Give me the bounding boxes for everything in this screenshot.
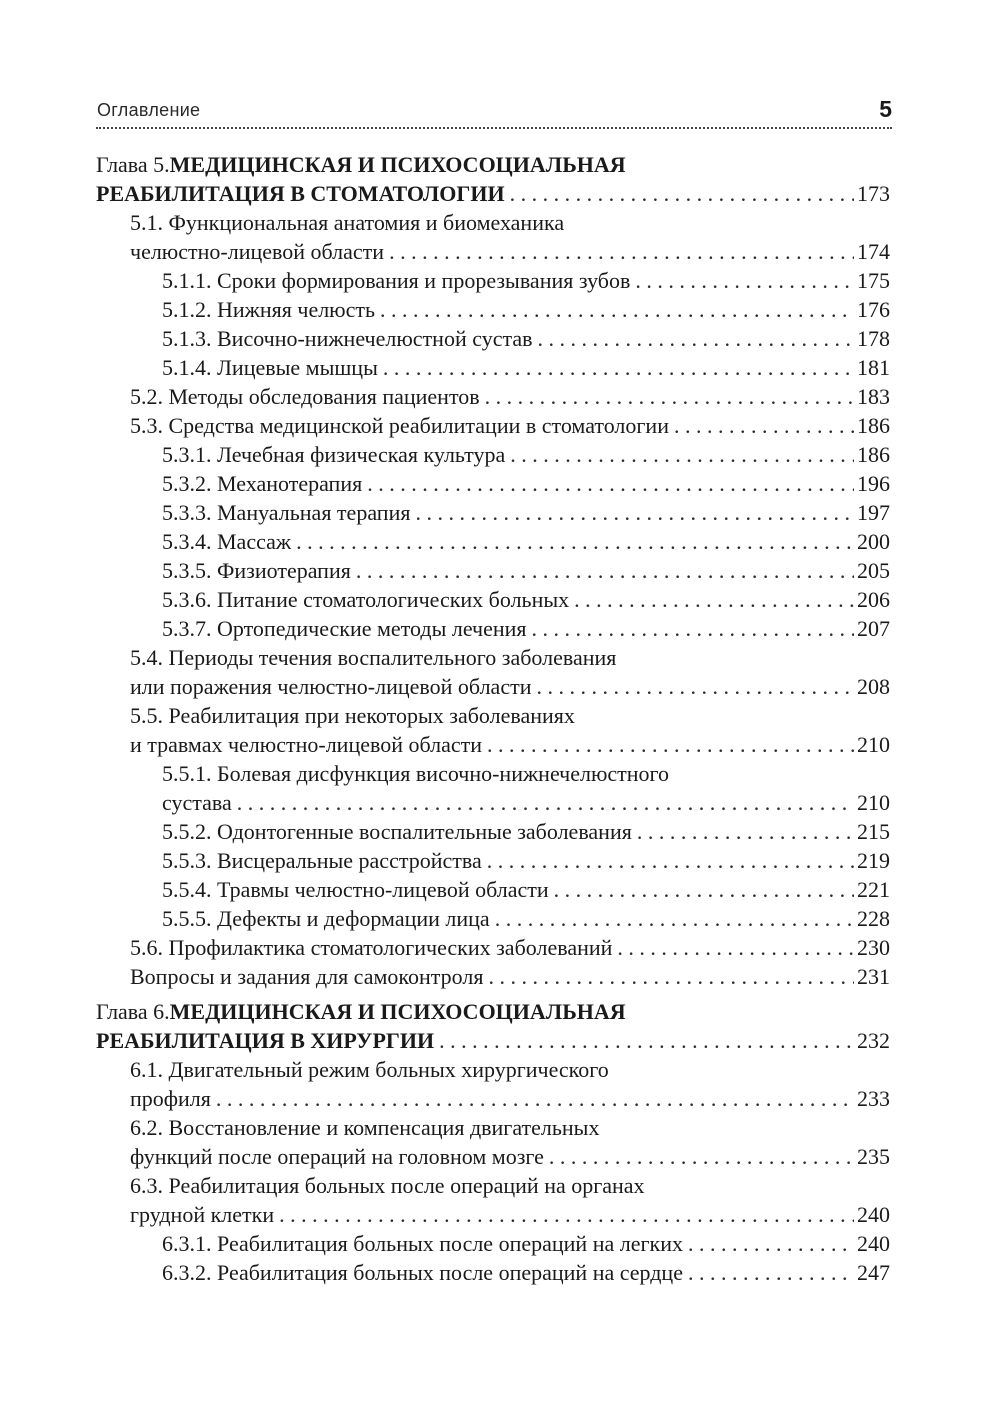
entry-page: 183 [857, 384, 890, 409]
entry-page: 197 [857, 500, 890, 525]
toc-entry[interactable] [96, 585, 890, 614]
dot-leader [291, 527, 854, 556]
entry-page: 221 [857, 877, 890, 902]
chapter-heading-cont[interactable] [96, 1026, 890, 1055]
entry-page: 186 [857, 442, 890, 467]
entry-title: 5.4. Периоды течения воспалительного заболевания [130, 645, 617, 670]
entry-title: 5.1.1. Сроки формирования и прорезывания зубов [162, 268, 631, 293]
toc-entry[interactable] [96, 1113, 890, 1142]
running-title: Оглавление [97, 100, 201, 120]
entry-page: 206 [857, 587, 890, 612]
entry-page: 207 [857, 616, 890, 641]
entry-page: 210 [857, 732, 890, 757]
dot-leader [483, 962, 854, 991]
chapter-page: 232 [857, 1028, 890, 1053]
chapter-title: МЕДИЦИНСКАЯ И ПСИХОСОЦИАЛЬНАЯ [169, 152, 626, 177]
entry-page: 175 [857, 268, 890, 293]
toc-entry[interactable] [96, 353, 890, 382]
dot-leader [527, 614, 854, 643]
toc-entry[interactable] [96, 1171, 890, 1200]
dot-leader [410, 498, 854, 527]
toc-entry[interactable] [96, 498, 890, 527]
entry-title: 5.5.5. Дефекты и деформации лица [162, 906, 490, 931]
dot-leader [384, 237, 854, 266]
entry-title: 5.3. Средства медицинской реабилитации в стоматологии [130, 413, 669, 438]
dot-leader [505, 179, 854, 208]
entry-title: 6.3.1. Реабилитация больных после операций на легких [162, 1231, 683, 1256]
toc-entry[interactable] [96, 208, 890, 237]
entry-page: 247 [857, 1260, 890, 1285]
dot-leader [505, 440, 854, 469]
toc-entry[interactable] [96, 904, 890, 933]
chapter-heading[interactable] [96, 997, 890, 1026]
dot-leader [211, 1084, 854, 1113]
entry-title: 5.3.2. Механотерапия [162, 471, 363, 496]
entry-title: 5.1.3. Височно-нижнечелюстной сустав [162, 326, 533, 351]
entry-page: 186 [857, 413, 890, 438]
entry-title: 5.3.1. Лечебная физическая культура [162, 442, 506, 467]
entry-page: 235 [857, 1144, 890, 1169]
entry-title: 5.6. Профилактика стоматологических заболеваний [130, 935, 613, 960]
toc-entry[interactable] [96, 382, 890, 411]
toc-entry-cont[interactable] [96, 730, 890, 759]
toc-entry[interactable] [96, 527, 890, 556]
toc-entry[interactable] [96, 1229, 890, 1258]
chapter-prefix: Глава 5. [96, 152, 170, 177]
chapter-heading[interactable] [96, 150, 890, 179]
entry-title: 5.1. Функциональная анатомия и биомеханика [130, 210, 565, 235]
dot-leader [669, 411, 854, 440]
chapter-prefix: Глава 6. [96, 999, 170, 1024]
toc-entry[interactable] [96, 1258, 890, 1287]
chapter-title: МЕДИЦИНСКАЯ И ПСИХОСОЦИАЛЬНАЯ [169, 999, 626, 1024]
dot-leader [232, 788, 854, 817]
entry-title-cont: грудной клетки [130, 1202, 275, 1227]
entry-title: 6.2. Восстановление и компенсация двигательных [130, 1115, 600, 1140]
entry-title: 6.3. Реабилитация больных после операций на органах [130, 1173, 645, 1198]
toc-entry[interactable] [96, 614, 890, 643]
toc-entry[interactable] [96, 759, 890, 788]
toc-entry[interactable] [96, 556, 890, 585]
entry-title: 5.3.4. Массаж [162, 529, 292, 554]
toc-entry[interactable] [96, 324, 890, 353]
entry-page: 210 [857, 790, 890, 815]
entry-title: 5.1.2. Нижняя челюсть [162, 297, 376, 322]
entry-title: 5.3.6. Питание стоматологических больных [162, 587, 570, 612]
entry-title: 6.1. Двигательный режим больных хирургического [130, 1057, 609, 1082]
chapter-page: 173 [857, 181, 890, 206]
table-of-contents [96, 150, 890, 1287]
toc-entry-cont[interactable] [96, 237, 890, 266]
toc-entry[interactable] [96, 817, 890, 846]
entry-title: 5.5.3. Висцеральные расстройства [162, 848, 482, 873]
dot-leader [533, 324, 855, 353]
dot-leader [490, 904, 854, 933]
dot-leader [612, 933, 854, 962]
entry-title-cont: функций после операций на головном мозге [130, 1144, 544, 1169]
dot-leader [632, 817, 854, 846]
entry-page: 240 [857, 1231, 890, 1256]
toc-entry[interactable] [96, 469, 890, 498]
header-dotted-rule [96, 127, 892, 129]
toc-entry[interactable] [96, 295, 890, 324]
dot-leader [683, 1258, 854, 1287]
dot-leader [434, 1026, 854, 1055]
entry-title: 5.5.2. Одонтогенные воспалительные заболевания [162, 819, 632, 844]
entry-title-cont: профиля [130, 1086, 211, 1111]
entry-title: 5.5. Реабилитация при некоторых заболеваниях [130, 703, 575, 728]
entry-title: 5.1.4. Лицевые мышцы [162, 355, 378, 380]
entry-page: 215 [857, 819, 890, 844]
dot-leader [482, 846, 854, 875]
toc-entry[interactable] [96, 933, 890, 962]
toc-entry[interactable] [96, 846, 890, 875]
toc-entry-cont[interactable] [96, 672, 890, 701]
toc-entry[interactable] [96, 266, 890, 295]
toc-entry[interactable] [96, 643, 890, 672]
entry-page: 200 [857, 529, 890, 554]
entry-page: 231 [857, 964, 890, 989]
entry-title: 5.3.3. Мануальная терапия [162, 500, 411, 525]
entry-title: 5.5.4. Травмы челюстно-лицевой области [162, 877, 549, 902]
dot-leader [362, 469, 854, 498]
toc-entry[interactable] [96, 875, 890, 904]
dot-leader [375, 295, 854, 324]
entry-title-cont: и травмах челюстно-лицевой области [130, 732, 483, 757]
toc-entry[interactable] [96, 962, 890, 991]
entry-page: 233 [857, 1086, 890, 1111]
entry-page: 176 [857, 297, 890, 322]
entry-page: 181 [857, 355, 890, 380]
entry-page: 230 [857, 935, 890, 960]
chapter-title-cont: РЕАБИЛИТАЦИЯ В СТОМАТОЛОГИИ [96, 181, 505, 206]
toc-entry-cont[interactable] [96, 1084, 890, 1113]
dot-leader [482, 730, 854, 759]
entry-page: 219 [857, 848, 890, 873]
entry-title: 5.3.5. Физиотерапия [162, 558, 351, 583]
dot-leader [274, 1200, 854, 1229]
dot-leader [531, 672, 854, 701]
entry-page: 205 [857, 558, 890, 583]
dot-leader [630, 266, 854, 295]
dot-leader [549, 875, 854, 904]
toc-entry-cont[interactable] [96, 788, 890, 817]
dot-leader [378, 353, 854, 382]
entry-page: 196 [857, 471, 890, 496]
entry-title: 6.3.2. Реабилитация больных после операций на сердце [162, 1260, 683, 1285]
entry-page: 178 [857, 326, 890, 351]
chapter-title-cont: РЕАБИЛИТАЦИЯ В ХИРУРГИИ [96, 1028, 435, 1053]
dot-leader [683, 1229, 854, 1258]
dot-leader [544, 1142, 854, 1171]
entry-title: 5.2. Методы обследования пациентов [130, 384, 480, 409]
toc-entry[interactable] [96, 1055, 890, 1084]
entry-page: 228 [857, 906, 890, 931]
entry-page: 208 [857, 674, 890, 699]
entry-title-cont: сустава [162, 790, 232, 815]
entry-title: 5.3.7. Ортопедические методы лечения [162, 616, 527, 641]
dot-leader [351, 556, 854, 585]
entry-page: 174 [857, 239, 890, 264]
entry-title-cont: челюстно-лицевой области [130, 239, 385, 264]
toc-entry-cont[interactable] [96, 1200, 890, 1229]
dot-leader [480, 382, 854, 411]
toc-entry-cont[interactable] [96, 1142, 890, 1171]
entry-page: 240 [857, 1202, 890, 1227]
toc-entry[interactable] [96, 411, 890, 440]
entry-title: Вопросы и задания для самоконтроля [130, 964, 484, 989]
page-number: 5 [879, 96, 892, 122]
entry-title-cont: или поражения челюстно-лицевой области [130, 674, 532, 699]
chapter-heading-cont[interactable] [96, 179, 890, 208]
toc-entry[interactable] [96, 440, 890, 469]
running-head [96, 96, 892, 130]
toc-entry[interactable] [96, 701, 890, 730]
entry-title: 5.5.1. Болевая дисфункция височно-нижнечелюстного [162, 761, 670, 786]
dot-leader [569, 585, 854, 614]
